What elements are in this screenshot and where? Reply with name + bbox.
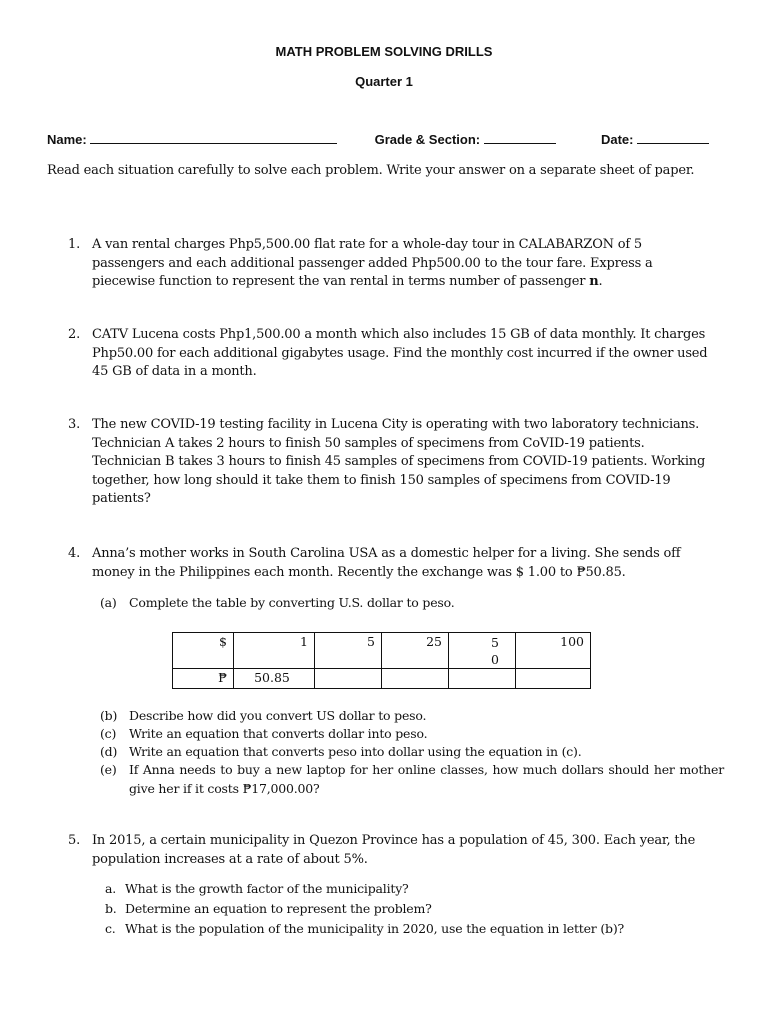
problem-5-number: 5. — [68, 833, 81, 848]
name-field-line[interactable] — [90, 132, 337, 144]
problem-1-variable: n — [589, 274, 599, 289]
table-cell: 5 — [315, 633, 382, 669]
date-label: Date: — [600, 132, 634, 147]
table-cell: $ — [173, 633, 234, 669]
grade-section-field-line[interactable] — [484, 132, 556, 144]
problem-5c-text: What is the population of the municipality in 2020, use the equation in letter (b)? — [125, 921, 625, 936]
table-cell-text: 5 0 — [491, 635, 499, 667]
problem-1-number: 1. — [68, 237, 81, 252]
problem-1-text — [92, 236, 712, 292]
problem-4b-label: (b) — [100, 708, 118, 723]
table-cell[interactable] — [516, 669, 591, 689]
problem-1-body: A van rental charges Php5,500.00 flat rate for a whole-day tour in CALABARZON of 5 passengers and each additional passenger added Php500.00 to the tour fare. Express a piecewise function to represent the van rental in terms number of passenger — [92, 237, 653, 289]
table-cell: 50.85 — [234, 669, 315, 689]
problem-4e-text: If Anna needs to buy a new laptop for her online classes, how much dollars should her mother give her if it costs ₱17,000.00? — [129, 762, 724, 796]
table-cell: ₱ — [173, 669, 234, 689]
name-label: Name: — [47, 132, 87, 147]
grade-section-label: Grade & Section: — [374, 132, 481, 147]
problem-4d-label: (d) — [100, 744, 118, 759]
table-cell: 25 — [382, 633, 449, 669]
table-cell[interactable] — [382, 669, 449, 689]
problem-1-end: . — [598, 274, 603, 289]
date-field-line[interactable] — [637, 132, 709, 144]
problem-4d-text: Write an equation that converts peso into dollar using the equation in (c). — [129, 744, 582, 759]
problem-4a-text: Complete the table by converting U.S. dollar to peso. — [129, 595, 455, 610]
problem-5b-text: Determine an equation to represent the problem? — [125, 901, 432, 916]
document-title: MATH PROBLEM SOLVING DRILLS — [275, 44, 493, 59]
problem-4c-label: (c) — [100, 726, 117, 741]
table-row-peso — [173, 669, 591, 689]
table-cell: 100 — [516, 633, 591, 669]
problem-5a-label: a. — [105, 881, 117, 896]
problem-5-text: In 2015, a certain municipality in Quezon Province has a population of 45, 300. Each year, the population increases at a rate of about 5%. — [92, 833, 696, 867]
problem-4c-text: Write an equation that converts dollar into peso. — [129, 726, 428, 741]
problem-3-number: 3. — [68, 417, 81, 432]
problem-5a-text: What is the growth factor of the municipality? — [125, 881, 409, 896]
student-info-fields — [47, 132, 709, 147]
conversion-table — [172, 632, 591, 689]
table-cell[interactable] — [449, 669, 516, 689]
problem-5c-label: c. — [105, 921, 116, 936]
table-cell[interactable] — [315, 669, 382, 689]
problem-4b-text: Describe how did you convert US dollar to peso. — [129, 708, 427, 723]
problem-4a-label: (a) — [100, 595, 117, 610]
problem-4-number: 4. — [68, 546, 81, 561]
problem-2-number: 2. — [68, 327, 81, 342]
problem-2-text: CATV Lucena costs Php1,500.00 a month which also includes 15 GB of data monthly. It charges Php50.00 for each additional gigabytes usage. Find the monthly cost incurred if the owner used 45 GB of data in a month. — [92, 327, 708, 379]
problem-3-text: The new COVID-19 testing facility in Lucena City is operating with two laboratory technicians. Technician A takes 2 hours to finish 50 samples of specimens from CoVID-19 patients. Technician B takes 3 hours to finish 45 samples of specimens from COVID-19 patients. Working together, how long should it take them to finish 150 samples of specimens from COVID-19 patients? — [92, 417, 706, 506]
problem-5b-label: b. — [105, 901, 117, 916]
table-row-dollar — [173, 633, 591, 669]
problem-4e-label: (e) — [100, 762, 117, 777]
quarter-label: Quarter 1 — [355, 74, 413, 89]
table-cell — [449, 633, 516, 669]
problem-4-text: Anna’s mother works in South Carolina USA as a domestic helper for a living. She sends off money in the Philippines each month. Recently the exchange was $ 1.00 to ₱50.85. — [92, 546, 681, 580]
instructions: Read each situation carefully to solve each problem. Write your answer on a separate sheet of paper. — [47, 163, 695, 178]
table-cell: 1 — [234, 633, 315, 669]
